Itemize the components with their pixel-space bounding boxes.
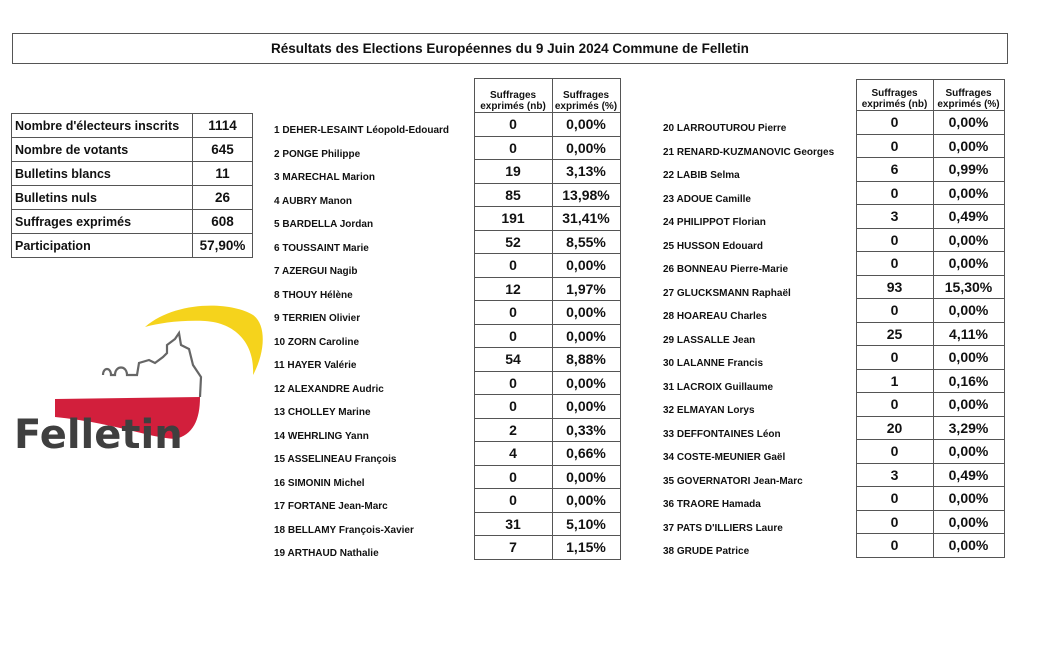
table-row — [660, 134, 1004, 158]
list-name: 37 PATS D'ILLIERS Laure — [663, 522, 783, 534]
votes-percent: 0,00% — [933, 393, 1004, 417]
list-name: 21 RENARD-KUZMANOVIC Georges — [663, 146, 835, 158]
votes-count: 0 — [856, 487, 933, 511]
summary-row — [12, 234, 253, 258]
votes-percent: 8,88% — [552, 348, 620, 372]
votes-count: 54 — [474, 348, 552, 372]
votes-count: 0 — [856, 534, 933, 558]
summary-value: 645 — [193, 138, 253, 162]
list-name: 19 ARTHAUD Nathalie — [274, 548, 379, 559]
summary-label: Nombre de votants — [12, 138, 193, 162]
table-row — [660, 299, 1004, 323]
votes-count: 0 — [474, 465, 552, 489]
votes-count: 19 — [474, 160, 552, 184]
header-pct: Suffrages exprimés (%) — [933, 80, 1004, 111]
votes-percent: 4,11% — [933, 322, 1004, 346]
results-header-row — [271, 79, 620, 113]
logo-sun-arc — [145, 306, 263, 375]
votes-count: 0 — [856, 181, 933, 205]
table-row — [271, 348, 620, 372]
votes-percent: 0,00% — [933, 228, 1004, 252]
list-name: 24 PHILIPPOT Florian — [663, 217, 766, 228]
table-row — [271, 230, 620, 254]
votes-percent: 1,15% — [552, 536, 620, 560]
votes-percent: 0,00% — [933, 181, 1004, 205]
votes-count: 12 — [474, 277, 552, 301]
votes-percent: 0,99% — [933, 158, 1004, 182]
list-name: 28 HOAREAU Charles — [663, 311, 767, 322]
table-row — [271, 465, 620, 489]
summary-label: Suffrages exprimés — [12, 210, 193, 234]
list-name: 27 GLUCKSMANN Raphaël — [663, 287, 791, 299]
votes-count: 0 — [474, 113, 552, 137]
table-row — [271, 301, 620, 325]
votes-percent: 3,13% — [552, 160, 620, 184]
list-name: 11 HAYER Valérie — [274, 360, 357, 371]
list-name: 7 AZERGUI Nagib — [274, 266, 358, 277]
votes-percent: 0,00% — [933, 346, 1004, 370]
votes-percent: 13,98% — [552, 183, 620, 207]
summary-label: Bulletins blancs — [12, 162, 193, 186]
header-spacer — [660, 80, 856, 111]
page-title — [12, 33, 1008, 64]
votes-count: 93 — [856, 275, 933, 299]
votes-percent: 0,00% — [933, 252, 1004, 276]
votes-count: 0 — [856, 510, 933, 534]
votes-percent: 0,00% — [933, 299, 1004, 323]
votes-count: 1 — [856, 369, 933, 393]
votes-percent: 8,55% — [552, 230, 620, 254]
votes-percent: 0,16% — [933, 369, 1004, 393]
votes-percent: 0,66% — [552, 442, 620, 466]
table-row — [271, 254, 620, 278]
list-name: 8 THOUY Hélène — [274, 289, 353, 301]
votes-count: 191 — [474, 207, 552, 231]
list-name: 17 FORTANE Jean-Marc — [274, 501, 388, 512]
votes-count: 3 — [856, 205, 933, 229]
votes-percent: 0,00% — [552, 301, 620, 325]
page-title-text: Résultats des Elections Européennes du 9 Juin 2024 Commune de Felletin — [271, 41, 749, 56]
table-row — [660, 510, 1004, 534]
votes-count: 0 — [474, 136, 552, 160]
votes-count: 0 — [856, 299, 933, 323]
table-row — [271, 183, 620, 207]
list-name: 32 ELMAYAN Lorys — [663, 405, 755, 416]
list-name: 5 BARDELLA Jordan — [274, 219, 374, 230]
votes-count: 0 — [474, 371, 552, 395]
votes-count: 7 — [474, 536, 552, 560]
votes-percent: 0,00% — [933, 510, 1004, 534]
list-name: 12 ALEXANDRE Audric — [274, 383, 384, 395]
summary-row — [12, 210, 253, 234]
votes-count: 0 — [856, 134, 933, 158]
votes-percent: 0,00% — [552, 113, 620, 137]
summary-label: Participation — [12, 234, 193, 258]
votes-percent: 0,00% — [933, 111, 1004, 135]
votes-percent: 0,00% — [933, 534, 1004, 558]
list-name: 23 ADOUE Camille — [663, 193, 751, 205]
table-row — [660, 275, 1004, 299]
votes-count: 0 — [856, 252, 933, 276]
summary-row — [12, 186, 253, 210]
table-row — [271, 395, 620, 419]
votes-percent: 0,00% — [552, 371, 620, 395]
table-row — [271, 371, 620, 395]
votes-percent: 0,49% — [933, 205, 1004, 229]
table-row — [271, 160, 620, 184]
votes-percent: 0,00% — [552, 254, 620, 278]
table-row — [271, 277, 620, 301]
summary-value: 57,90% — [193, 234, 253, 258]
votes-percent: 0,33% — [552, 418, 620, 442]
votes-count: 52 — [474, 230, 552, 254]
votes-percent: 15,30% — [933, 275, 1004, 299]
summary-value: 11 — [193, 162, 253, 186]
summary-value: 608 — [193, 210, 253, 234]
list-name: 35 GOVERNATORI Jean-Marc — [663, 475, 803, 487]
votes-percent: 0,00% — [552, 136, 620, 160]
votes-percent: 5,10% — [552, 512, 620, 536]
summary-label: Nombre d'électeurs inscrits — [12, 114, 193, 138]
votes-count: 0 — [474, 301, 552, 325]
list-name: 3 MARECHAL Marion — [274, 172, 375, 183]
table-row — [271, 136, 620, 160]
list-name: 9 TERRIEN Olivier — [274, 313, 361, 324]
list-name: 22 LABIB Selma — [663, 170, 740, 181]
header-pct: Suffrages exprimés (%) — [552, 79, 620, 113]
table-row — [660, 322, 1004, 346]
votes-count: 0 — [474, 395, 552, 419]
votes-count: 0 — [856, 228, 933, 252]
table-row — [271, 442, 620, 466]
votes-count: 0 — [856, 111, 933, 135]
votes-count: 0 — [856, 346, 933, 370]
votes-percent: 0,00% — [552, 324, 620, 348]
header-spacer — [271, 79, 474, 113]
list-name: 6 TOUSSAINT Marie — [274, 242, 369, 254]
list-name: 14 WEHRLING Yann — [274, 430, 369, 442]
table-row — [660, 416, 1004, 440]
table-row — [271, 512, 620, 536]
list-name: 26 BONNEAU Pierre-Marie — [663, 264, 789, 275]
list-name: 4 AUBRY Manon — [274, 195, 352, 207]
table-row — [271, 324, 620, 348]
list-name: 34 COSTE-MEUNIER Gaël — [663, 452, 786, 463]
votes-percent: 1,97% — [552, 277, 620, 301]
table-row — [660, 252, 1004, 276]
summary-value: 26 — [193, 186, 253, 210]
votes-count: 0 — [474, 489, 552, 513]
table-row — [660, 346, 1004, 370]
votes-percent: 0,00% — [933, 440, 1004, 464]
votes-count: 6 — [856, 158, 933, 182]
table-row — [660, 205, 1004, 229]
header-nb: Suffrages exprimés (nb) — [474, 79, 552, 113]
votes-count: 20 — [856, 416, 933, 440]
table-row — [660, 487, 1004, 511]
votes-count: 85 — [474, 183, 552, 207]
votes-percent: 0,00% — [933, 134, 1004, 158]
table-row — [660, 463, 1004, 487]
results-table-left — [271, 78, 621, 560]
summary-label: Bulletins nuls — [12, 186, 193, 210]
summary-table — [11, 113, 253, 258]
table-row — [660, 158, 1004, 182]
votes-count: 0 — [474, 254, 552, 278]
list-name: 33 DEFFONTAINES Léon — [663, 428, 781, 440]
table-row — [660, 369, 1004, 393]
list-name: 15 ASSELINEAU François — [274, 454, 397, 465]
summary-row — [12, 162, 253, 186]
votes-count: 31 — [474, 512, 552, 536]
votes-count: 0 — [856, 440, 933, 464]
list-name: 38 GRUDE Patrice — [663, 546, 750, 557]
results-header-row — [660, 80, 1004, 111]
header-nb: Suffrages exprimés (nb) — [856, 80, 933, 111]
list-name: 18 BELLAMY François-Xavier — [274, 524, 414, 536]
table-row — [660, 393, 1004, 417]
list-name: 29 LASSALLE Jean — [663, 334, 756, 346]
list-name: 1 DEHER-LESAINT Léopold-Edouard — [274, 125, 449, 136]
votes-count: 0 — [474, 324, 552, 348]
table-row — [660, 534, 1004, 558]
votes-percent: 31,41% — [552, 207, 620, 231]
list-name: 16 SIMONIN Michel — [274, 477, 365, 489]
votes-percent: 3,29% — [933, 416, 1004, 440]
votes-percent: 0,00% — [933, 487, 1004, 511]
summary-row — [12, 138, 253, 162]
table-row — [271, 536, 620, 560]
table-row — [660, 228, 1004, 252]
logo-village-outline — [103, 333, 201, 397]
table-row — [271, 113, 620, 137]
votes-percent: 0,49% — [933, 463, 1004, 487]
votes-percent: 0,00% — [552, 465, 620, 489]
list-name: 10 ZORN Caroline — [274, 336, 360, 348]
table-row — [660, 111, 1004, 135]
list-name: 20 LARROUTUROU Pierre — [663, 123, 787, 134]
table-row — [271, 418, 620, 442]
list-name: 2 PONGE Philippe — [274, 148, 361, 160]
votes-count: 0 — [856, 393, 933, 417]
summary-value: 1114 — [193, 114, 253, 138]
table-row — [660, 181, 1004, 205]
votes-count: 2 — [474, 418, 552, 442]
votes-count: 4 — [474, 442, 552, 466]
votes-percent: 0,00% — [552, 489, 620, 513]
votes-count: 3 — [856, 463, 933, 487]
list-name: 25 HUSSON Edouard — [663, 240, 764, 252]
table-row — [271, 207, 620, 231]
table-row — [271, 489, 620, 513]
table-row — [660, 440, 1004, 464]
list-name: 36 TRAORE Hamada — [663, 499, 761, 510]
list-name: 31 LACROIX Guillaume — [663, 381, 774, 393]
votes-count: 25 — [856, 322, 933, 346]
votes-percent: 0,00% — [552, 395, 620, 419]
summary-row — [12, 114, 253, 138]
list-name: 30 LALANNE Francis — [663, 358, 764, 369]
list-name: 13 CHOLLEY Marine — [274, 407, 371, 418]
logo-wordmark: Felletin — [14, 412, 183, 458]
results-table-right — [660, 79, 1005, 558]
